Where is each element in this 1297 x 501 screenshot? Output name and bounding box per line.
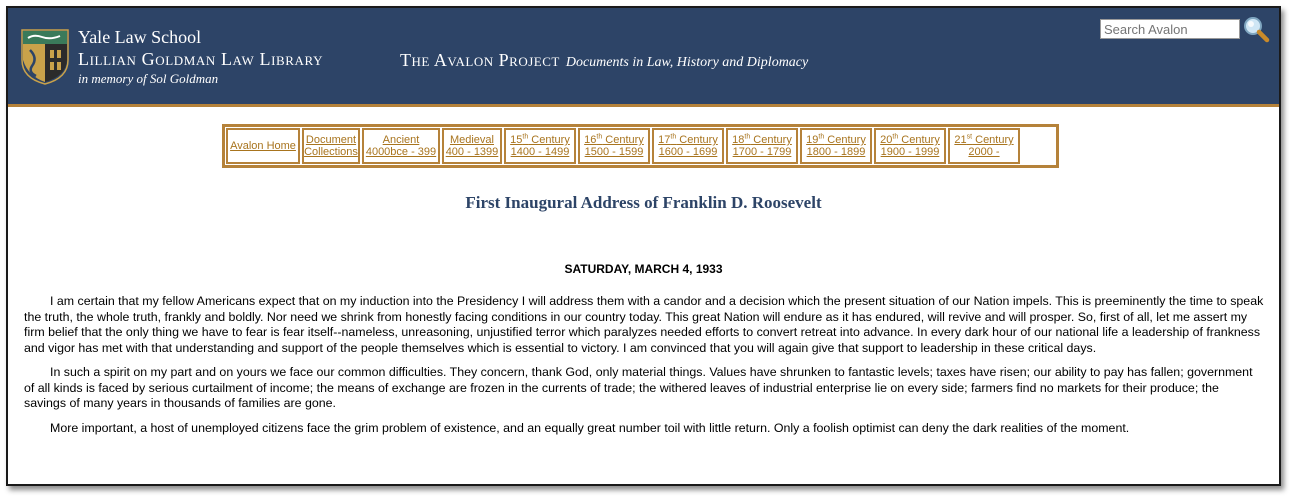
century-nav — [222, 124, 1059, 168]
document-title: First Inaugural Address of Franklin D. Roosevelt — [465, 193, 822, 212]
nav-link-4[interactable]: 15th Century 1400 - 1499 — [504, 128, 576, 164]
project-title-block — [400, 50, 808, 71]
nav-link-7[interactable]: 18th Century 1700 - 1799 — [726, 128, 798, 164]
yale-shield-icon[interactable] — [20, 28, 70, 86]
library-name[interactable]: Lillian Goldman Law Library — [78, 49, 324, 69]
paragraph-2: In such a spirit on my part and on yours we face our common difficulties. They concern, thank God, only material things. Values have shrunken to fantastic levels; taxes have risen; our ability to pay has fallen; government of all kinds is faced by serious curtailment of income; the means of exchange are frozen in the currents of trade; the withered leaves of industrial enterprise lie on every side; farmers find no markets for their produce; the savings of many years in thousands of families are gone. — [24, 365, 1253, 410]
nav-link-9[interactable]: 20th Century 1900 - 1999 — [874, 128, 946, 164]
magnifier-icon[interactable] — [1242, 15, 1270, 43]
browser-page — [6, 6, 1281, 486]
memory-line: in memory of Sol Goldman — [78, 71, 219, 86]
document-date: SATURDAY, MARCH 4, 1933 — [564, 262, 723, 276]
nav-link-6[interactable]: 17th Century 1600 - 1699 — [652, 128, 724, 164]
document-body — [24, 294, 1264, 445]
project-tagline: Documents in Law, History and Diplomacy — [565, 55, 809, 70]
nav-link-1[interactable]: Document Collections — [302, 128, 360, 164]
search-input[interactable] — [1100, 19, 1240, 39]
library-block — [78, 26, 323, 88]
nav-link-10[interactable]: 21st Century 2000 - — [948, 128, 1020, 164]
school-name[interactable]: Yale Law School — [78, 27, 202, 47]
nav-link-3[interactable]: Medieval 400 - 1399 — [442, 128, 502, 164]
nav-link-0[interactable]: Avalon Home — [226, 128, 300, 164]
paragraph-3: More important, a host of unemployed citizens face the grim problem of existence, and an equally great number toil with little return. Only a foolish optimist can deny the dark realities of the moment. — [50, 420, 1130, 435]
nav-link-5[interactable]: 16th Century 1500 - 1599 — [578, 128, 650, 164]
site-header — [8, 8, 1279, 107]
nav-link-8[interactable]: 19th Century 1800 - 1899 — [800, 128, 872, 164]
paragraph-1: I am certain that my fellow Americans expect that on my induction into the Presidency I will address them with a candor and a decision which the present situation of our Nation impels. This is preeminently the time to speak the truth, the whole truth, frankly and boldly. Nor need we shrink from honestly facing conditions in our country today. This great Nation will endure as it has endured, will revive and will prosper. So, first of all, let me assert my firm belief that the only thing we have to fear is fear itself--nameless, unreasoning, unjustified terror which paralyzes needed efforts to convert retreat into advance. In every dark hour of our national life a leadership of frankness and vigor has met with that understanding and support of the people themselves which is essential to victory. I am convinced that you will again give that support to leadership in these critical days. — [24, 294, 1264, 355]
nav-link-2[interactable]: Ancient 4000bce - 399 — [362, 128, 440, 164]
project-title[interactable]: The Avalon Project — [400, 50, 560, 70]
